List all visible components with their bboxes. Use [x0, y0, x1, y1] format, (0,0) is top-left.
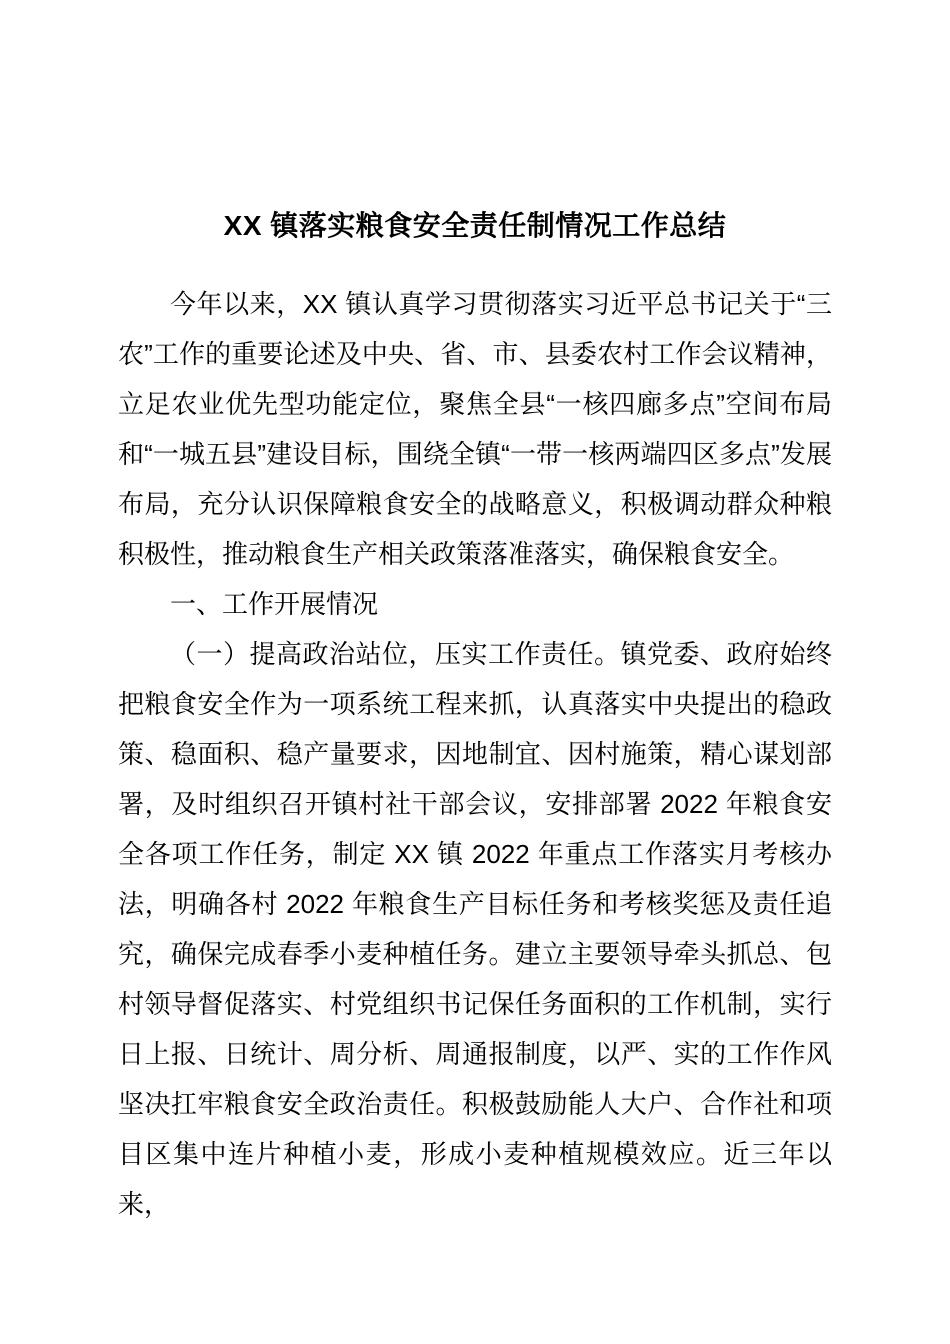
document-title: XX 镇落实粮食安全责任制情况工作总结	[223, 210, 727, 241]
paragraph-section-1-1: （一）提高政治站位，压实工作责任。镇党委、政府始终把粮食安全作为一项系统工程来抓，认真落实中央提出的稳政策、稳面积、稳产量要求，因地制宜、因村施策，精心谋划部署，及时组织召开镇村社干部会议，安排部署 2022 年粮食安全各项工作任务，制定 XX 镇 2022 年重点工作落实月考核办法，明确各村 2022 年粮食生产目标任务和考核奖惩及责任追究，确保完成春季小麦种植任务。建立主要领导牵头抓总、包村领导督促落实、村党组织书记保任务面积的工作机制，实行日上报、日统计、周分析、周通报制度，以严、实的工作作风坚决扛牢粮食安全政治责任。积极鼓励能人大户、合作社和项目区集中连片种植小麦，形成小麦种植规模效应。近三年以来，	[118, 639, 832, 1219]
section-heading-work-progress: 一、工作开展情况	[170, 589, 379, 619]
paragraph-intro: 今年以来，XX 镇认真学习贯彻落实习近平总书记关于“三农”工作的重要论述及中央、省、市、县委农村工作会议精神，立足农业优先型功能定位，聚焦全县“一核四廊多点”空间布局和“一城五县”建设目标，围绕全镇“一带一核两端四区多点”发展布局，充分认识保障粮食安全的战略意义，积极调动群众种粮积极性，推动粮食生产相关政策落准落实，确保粮食安全。	[118, 289, 832, 569]
